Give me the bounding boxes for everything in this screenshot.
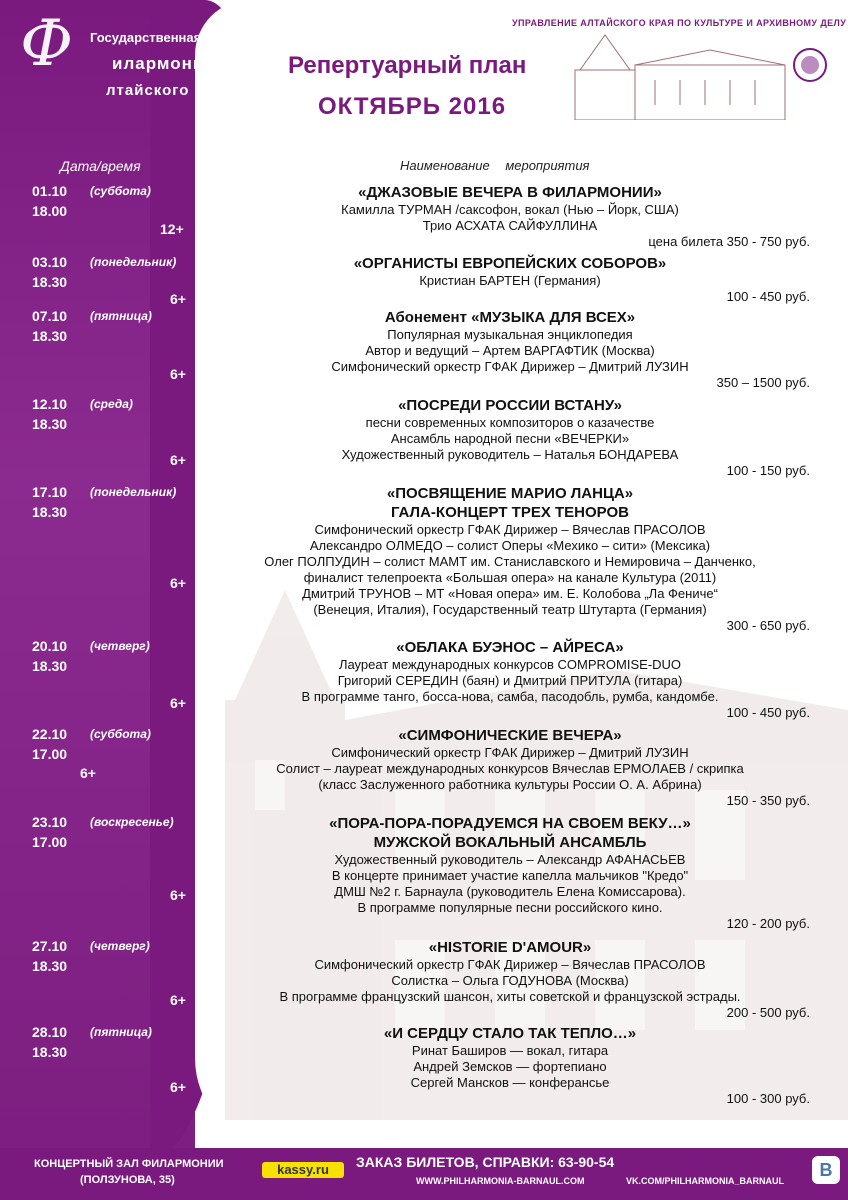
event-entry [210, 814, 810, 932]
event-detail: Сергей Мансков — конферансье [410, 1075, 610, 1090]
event-time: 17.00 [32, 746, 68, 762]
event-detail: Популярная музыкальная энциклопедия [387, 327, 633, 342]
event-time: 18.30 [32, 328, 68, 344]
event-detail: Симфонический оркестр ГФАК Дирижер – Дмитрий ЛУЗИН [331, 359, 689, 374]
event-detail: Художественный руководитель – Наталья БОНДАРЕВА [341, 447, 679, 462]
event-weekday: (понедельник) [90, 485, 177, 499]
event-price: 100 - 150 руб. [726, 463, 810, 478]
event-detail: Автор и ведущий – Артем ВАРГАФТИК (Москва) [365, 343, 655, 358]
event-title: МУЖСКОЙ ВОКАЛЬНЫЙ АНСАМБЛЬ [373, 834, 647, 851]
event-price: 200 - 500 руб. [726, 1005, 810, 1020]
event-entry [210, 484, 810, 634]
event-detail: Камилла ТУРМАН /саксофон, вокал (Нью – Йорк, США) [341, 202, 679, 217]
age-rating: 6+ [170, 366, 186, 382]
event-weekday: (воскресенье) [90, 815, 174, 829]
event-detail: Лауреат международных конкурсов COMPROMISE-DUO [338, 657, 682, 672]
event-price: 150 - 350 руб. [726, 793, 810, 808]
event-detail: Трио АСХАТА САЙФУЛЛИНА [422, 218, 598, 233]
event-date: 28.10 [32, 1024, 68, 1040]
event-title: «ДЖАЗОВЫЕ ВЕЧЕРА В ФИЛАРМОНИИ» [358, 184, 662, 201]
event-weekday: (суббота) [90, 184, 151, 198]
event-detail: Кристиан БАРТЕН (Германия) [419, 273, 601, 288]
event-detail: Симфонический оркестр ГФАК Дирижер – Вячеслав ПРАСОЛОВ [314, 957, 706, 972]
event-weekday: (четверг) [90, 639, 150, 653]
hall-address: (ПОЛЗУНОВА, 35) [80, 1174, 175, 1186]
building-sketch [560, 30, 840, 120]
vk-logo-icon[interactable]: В [812, 1156, 840, 1184]
website-link[interactable]: WWW.PHILHARMONIA-BARNAUL.COM [416, 1176, 585, 1186]
event-price: 300 - 650 руб. [726, 618, 810, 633]
page-subtitle: ОКТЯБРЬ 2016 [318, 93, 507, 120]
event-time: 17.00 [32, 834, 68, 850]
event-time: 18.30 [32, 274, 68, 290]
event-detail: В программе французский шансон, хиты советской и французской эстрады. [279, 989, 741, 1004]
ticket-phone: ЗАКАЗ БИЛЕТОВ, СПРАВКИ: 63-90-54 [356, 1154, 615, 1170]
event-detail: Ринат Баширов — вокал, гитара [411, 1043, 609, 1058]
event-detail: Александро ОЛМЕДО – солист Оперы «Мехико – сити» (Мексика) [309, 538, 711, 553]
org-name: УПРАВЛЕНИЕ АЛТАЙСКОГО КРАЯ ПО КУЛЬТУРЕ И АРХИВНОМУ ДЕЛУ [512, 18, 847, 28]
event-time: 18.30 [32, 1044, 68, 1060]
event-title: Абонемент «МУЗЫКА ДЛЯ ВСЕХ» [384, 309, 636, 326]
event-price: 100 - 450 руб. [726, 289, 810, 304]
event-price: 120 - 200 руб. [726, 916, 810, 931]
event-price: 350 – 1500 руб. [716, 375, 810, 390]
event-date: 23.10 [32, 814, 68, 830]
event-detail: Дмитрий ТРУНОВ – МТ «Новая опера» им. Е. Колобова „Ла Фениче“ [302, 586, 718, 601]
kassy-link[interactable]: kassy.ru [262, 1162, 344, 1178]
event-title: ГАЛА-КОНЦЕРТ ТРЕХ ТЕНОРОВ [390, 504, 629, 521]
age-rating: 6+ [170, 575, 186, 591]
logo-line-3: лтайского края [106, 82, 233, 99]
age-rating: 6+ [170, 992, 186, 1008]
event-date: 07.10 [32, 308, 68, 324]
event-title: «ОРГАНИСТЫ ЕВРОПЕЙСКИХ СОБОРОВ» [353, 255, 667, 272]
event-detail: В концерте принимает участие капелла мальчиков "Кредо" [331, 868, 689, 883]
event-date: 03.10 [32, 254, 68, 270]
event-title: «ПОСРЕДИ РОССИИ ВСТАНУ» [398, 397, 622, 414]
event-entry [210, 638, 810, 721]
event-weekday: (понедельник) [90, 255, 177, 269]
event-time: 18.30 [32, 958, 68, 974]
age-rating: 6+ [170, 1079, 186, 1095]
event-detail: (класс Заслуженного работника культуры России О. А. Абрина) [318, 777, 702, 792]
event-entry [210, 726, 810, 809]
event-title: «И СЕРДЦУ СТАЛО ТАК ТЕПЛО…» [383, 1025, 637, 1042]
event-detail: песни современных композиторов о казачестве [365, 415, 655, 430]
header-name: Наименование мероприятия [400, 158, 590, 173]
event-detail: ДМШ №2 г. Барнаула (руководитель Елена Комиссарова). [334, 884, 686, 899]
event-weekday: (суббота) [90, 727, 151, 741]
event-entry [210, 938, 810, 1021]
hall-name: КОНЦЕРТНЫЙ ЗАЛ ФИЛАРМОНИИ [34, 1158, 224, 1170]
event-title: «ПОСВЯЩЕНИЕ МАРИО ЛАНЦА» [386, 485, 634, 502]
event-detail: Симфонический оркестр ГФАК Дирижер – Дмитрий ЛУЗИН [331, 745, 689, 760]
event-date: 01.10 [32, 183, 68, 199]
event-weekday: (среда) [90, 397, 133, 411]
logo-line-1: Государственная [90, 30, 202, 45]
page-title: Репертуарный план [288, 52, 527, 79]
event-detail: Олег ПОЛПУДИН – солист МАМТ им. Станиславского и Немировича – Данченко, [264, 554, 756, 569]
logo-monogram: Ф [20, 7, 74, 81]
event-date: 22.10 [32, 726, 68, 742]
event-weekday: (четверг) [90, 939, 150, 953]
event-detail: В программе популярные песни российского кино. [357, 900, 663, 915]
age-rating: 6+ [170, 887, 186, 903]
event-detail: Симфонический оркестр ГФАК Дирижер – Вячеслав ПРАСОЛОВ [314, 522, 706, 537]
age-rating: 6+ [80, 765, 96, 781]
event-detail: Солистка – Ольга ГОДУНОВА (Москва) [391, 973, 629, 988]
event-detail: Солист – лауреат международных конкурсов Вячеслав ЕРМОЛАЕВ / скрипка [276, 761, 744, 776]
event-price: цена билета 350 - 750 руб. [648, 234, 810, 249]
event-entry [210, 396, 810, 479]
event-title: «ПОРА-ПОРА-ПОРАДУЕМСЯ НА СВОЕМ ВЕКУ…» [329, 815, 691, 832]
event-title: «ОБЛАКА БУЭНОС – АЙРЕСА» [396, 639, 624, 656]
event-price: 100 - 300 руб. [726, 1091, 810, 1106]
event-detail: Художественный руководитель – Александр АФАНАСЬЕВ [334, 852, 686, 867]
event-detail: Андрей Земсков — фортепиано [413, 1059, 607, 1074]
event-detail: Григорий СЕРЕДИН (баян) и Дмитрий ПРИТУЛА (гитара) [337, 673, 683, 688]
philharmonia-logo [20, 7, 260, 112]
event-entry [210, 308, 810, 391]
event-detail: Ансамбль народной песни «ВЕЧЕРКИ» [390, 431, 630, 446]
event-price: 100 - 450 руб. [726, 705, 810, 720]
event-weekday: (пятница) [90, 1025, 152, 1039]
event-title: «HISTORIE D'AMOUR» [428, 939, 592, 956]
age-rating: 6+ [170, 291, 186, 307]
header-date: Дата/время [60, 158, 141, 174]
event-date: 12.10 [32, 396, 68, 412]
event-detail: В программе танго, босса-нова, самба, пасодобль, румба, кандомбе. [301, 689, 719, 704]
event-weekday: (пятница) [90, 309, 152, 323]
event-entry [210, 183, 810, 250]
logo-line-2: илармония [112, 54, 216, 73]
event-detail: (Венеция, Италия), Государственный театр Штутарта (Германия) [313, 602, 707, 617]
vk-link[interactable]: VK.COM/PHILHARMONIA_BARNAUL [626, 1176, 784, 1186]
event-time: 18.30 [32, 504, 68, 520]
age-rating: 12+ [160, 221, 184, 237]
event-entry [210, 1024, 810, 1107]
event-time: 18.30 [32, 658, 68, 674]
event-title: «СИМФОНИЧЕСКИЕ ВЕЧЕРА» [398, 727, 622, 744]
event-date: 20.10 [32, 638, 68, 654]
event-time: 18.00 [32, 203, 68, 219]
event-detail: финалист телепроекта «Большая опера» на канале Культура (2011) [303, 570, 717, 585]
event-time: 18.30 [32, 416, 68, 432]
age-rating: 6+ [170, 452, 186, 468]
event-date: 27.10 [32, 938, 68, 954]
event-entry [210, 254, 810, 305]
age-rating: 6+ [170, 695, 186, 711]
event-date: 17.10 [32, 484, 68, 500]
